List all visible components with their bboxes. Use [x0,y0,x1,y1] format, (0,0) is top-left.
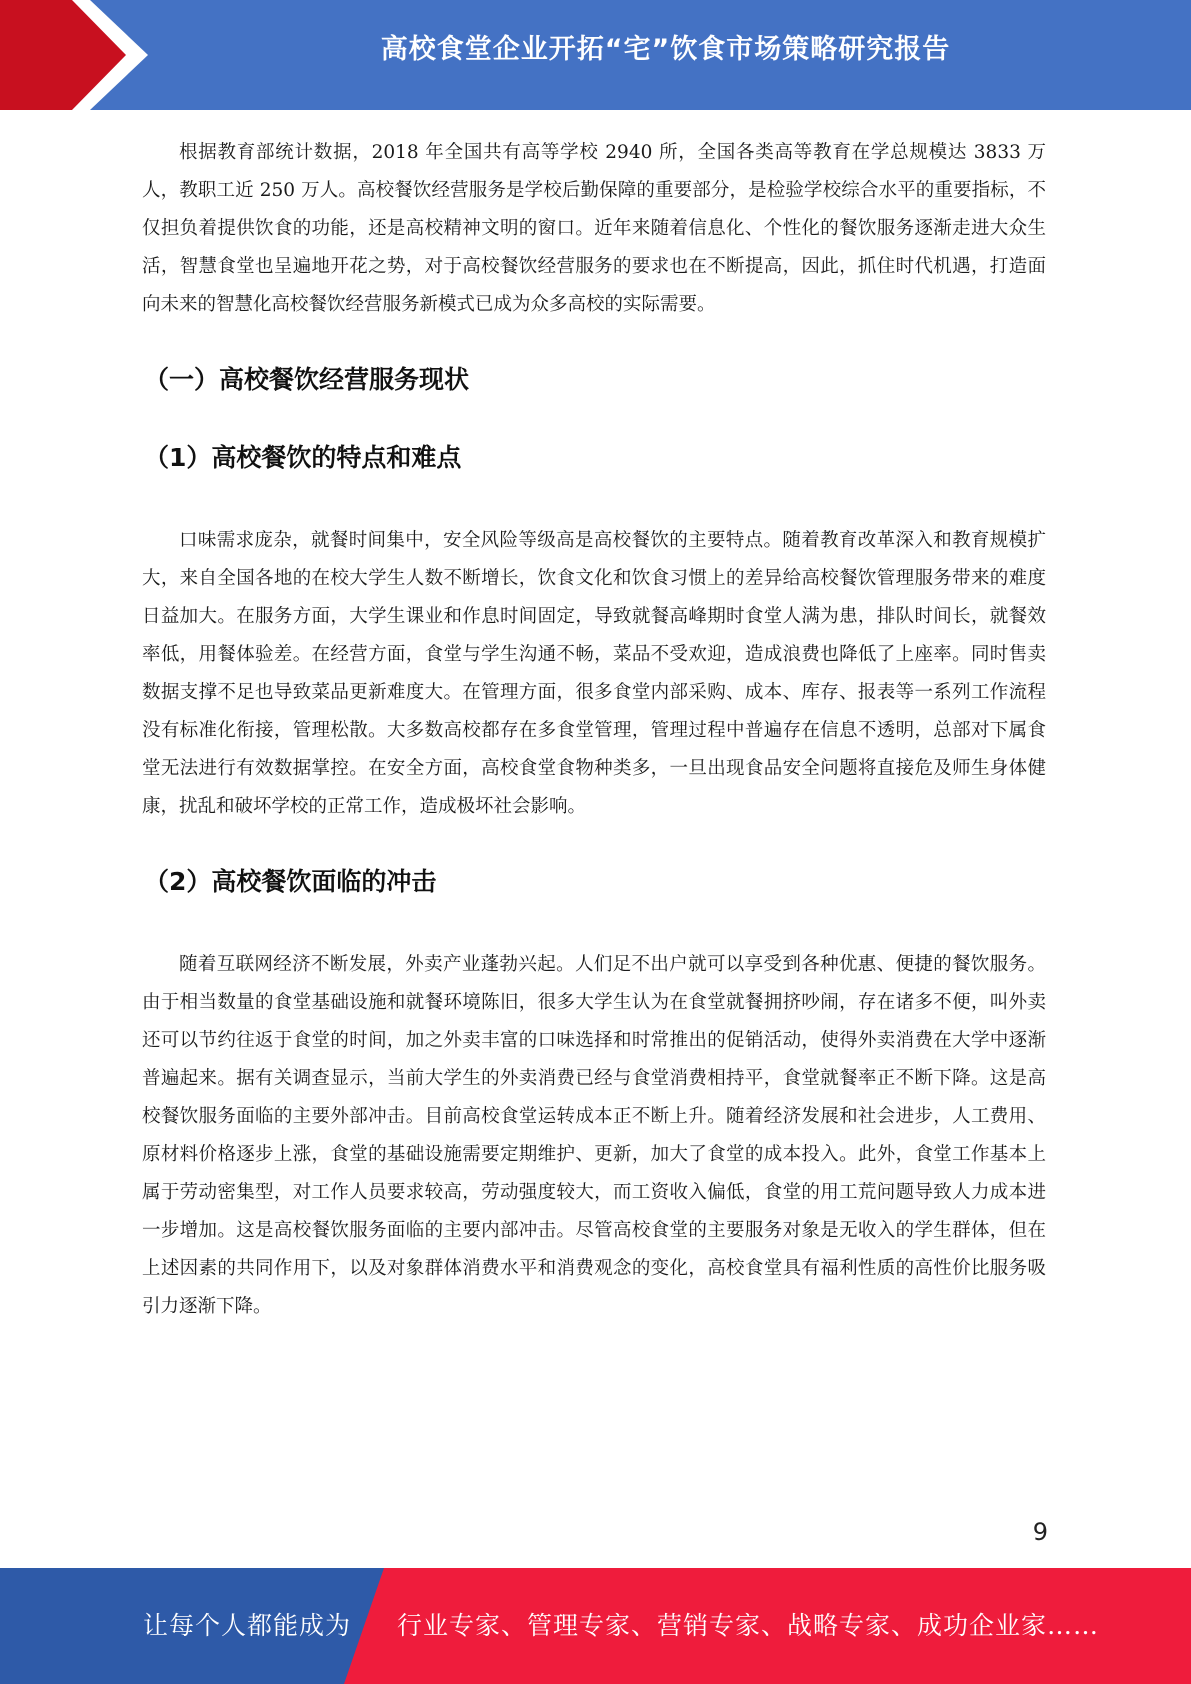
footer-slogan-right: 行业专家、管理专家、营销专家、战略专家、成功企业家…… [397,1611,1100,1640]
footer-slogan-left: 让每个人都能成为 [143,1611,352,1640]
subsection1-paragraph: 口味需求庞杂，就餐时间集中，安全风险等级高是高校餐饮的主要特点。随着教育改革深入和教育规模扩大，来自全国各地的在校大学生人数不断增长，饮食文化和饮食习惯上的差异给高校餐饮管理服务带来的难度日益加大。在服务方面，大学生课业和作息时间固定，导致就餐高峰期时食堂人满为患，排队时间长，就餐效率低，用餐体验差。在经营方面，食堂与学生沟通不畅，菜品不受欢迎，造成浪费也降低了上座率。同时售卖数据支撑不足也导致菜品更新难度大。在管理方面，很多食堂内部采购、成本、库存、报表等一系列工作流程没有标准化衔接，管理松散。大多数高校都存在多食堂管理，管理过程中普遍存在信息不透明，总部对下属食堂无法进行有效数据掌控。在安全方面，高校食堂食物种类多，一旦出现食品安全问题将直接危及师生身体健康，扰乱和破坏学校的正常工作，造成极坏社会影响。 [142,530,1046,817]
subsection2-heading: （2）高校餐饮面临的冲击 [144,867,437,896]
intro-paragraph: 根据教育部统计数据，2018 年全国共有高等学校 2940 所，全国各类高等教育在学总规模达 3833 万人，教职工近 250 万人。高校餐饮经营服务是学校后勤保障的重要部分，是检验学校综合水平的重要指标，不仅担负着提供饮食的功能，还是高校精神文明的窗口。近年来随着信息化、个性化的餐饮服务逐渐走进大众生活，智慧食堂也呈遍地开花之势，对于高校餐饮经营服务的要求也在不断提高，因此，抓住时代机遇，打造面向未来的智慧化高校餐饮经营服务新模式已成为众多高校的实际需要。 [142,142,1046,315]
subsection2-paragraph: 随着互联网经济不断发展，外卖产业蓬勃兴起。人们足不出户就可以享受到各种优惠、便捷的餐饮服务。由于相当数量的食堂基础设施和就餐环境陈旧，很多大学生认为在食堂就餐拥挤吵闹，存在诸多不便，叫外卖还可以节约往返于食堂的时间，加之外卖丰富的口味选择和时常推出的促销活动，使得外卖消费在大学中逐渐普遍起来。据有关调查显示，当前大学生的外卖消费已经与食堂消费相持平，食堂就餐率正不断下降。这是高校餐饮服务面临的主要外部冲击。目前高校食堂运转成本正不断上升。随着经济发展和社会进步，人工费用、原材料价格逐步上涨，食堂的基础设施需要定期维护、更新，加大了食堂的成本投入。此外，食堂工作基本上属于劳动密集型，对工作人员要求较高，劳动强度较大，而工资收入偏低，食堂的用工荒问题导致人力成本进一步增加。这是高校餐饮服务面临的主要内部冲击。尽管高校食堂的主要服务对象是无收入的学生群体，但在上述因素的共同作用下，以及对象群体消费水平和消费观念的变化，高校食堂具有福利性质的高性价比服务吸引力逐渐下降。 [142,954,1046,1317]
page-footer [0,1568,1191,1684]
main-content [142,134,1046,1326]
page-header [0,0,1191,110]
subsection1-heading: （1）高校餐饮的特点和难点 [144,443,462,472]
page-number: 9 [1032,1518,1048,1546]
section-heading: （一）高校餐饮经营服务现状 [144,365,470,394]
report-title: 高校食堂企业开拓“宅”饮食市场策略研究报告 [380,34,951,65]
chevron-arrow-icon [0,0,160,110]
